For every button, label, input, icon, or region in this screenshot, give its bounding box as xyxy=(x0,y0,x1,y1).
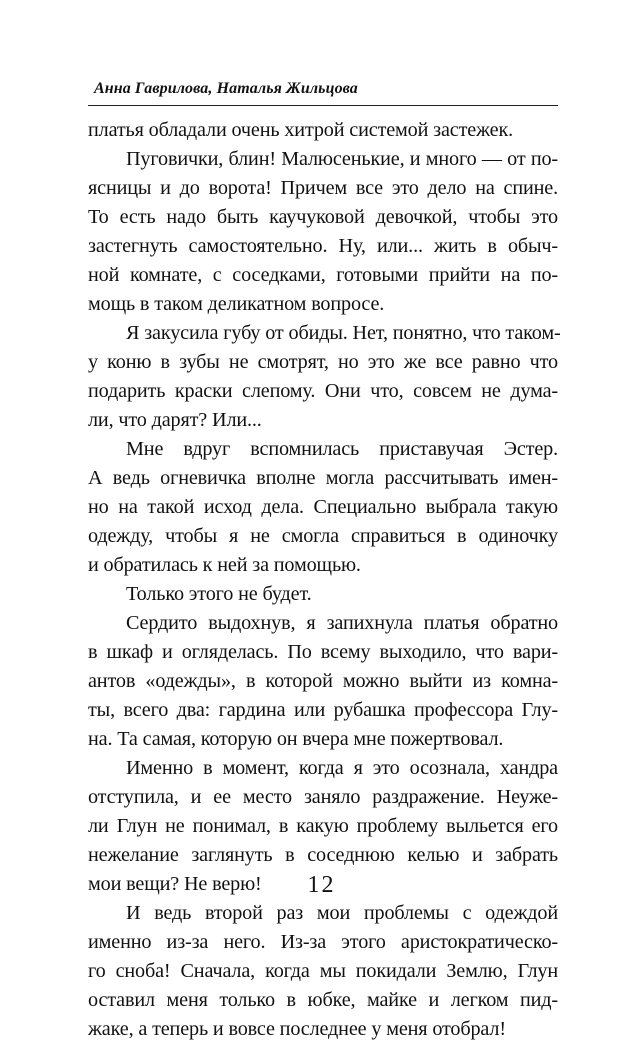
paragraph xyxy=(88,319,561,435)
text-line: ли Глун не понимал, в какую проблему выльется его xyxy=(88,815,558,837)
paragraph xyxy=(88,145,558,319)
paragraph xyxy=(88,116,558,145)
text-line: но на такой исход дела. Специально выбрала такую xyxy=(88,496,558,518)
text-line: А ведь огневичка вполне могла рассчитывать имен- xyxy=(88,467,558,489)
text-line: ли, что дарят? Или... xyxy=(88,409,262,431)
text-line: мощь в таком деликатном вопросе. xyxy=(88,293,385,315)
text-line: ной комнате, с соседками, готовыми прийти на по- xyxy=(88,264,558,286)
running-header xyxy=(88,77,558,106)
paragraph xyxy=(88,609,558,754)
text-line: подарить краски слепому. Они что, совсем не дума- xyxy=(88,380,558,402)
text-line: мои вещи? Не верю! xyxy=(88,873,262,895)
text-line: И ведь второй раз мои проблемы с одеждой xyxy=(126,902,558,924)
text-line: в шкаф и огляделась. По всему выходило, что вари- xyxy=(88,641,558,663)
text-line: именно из-за него. Из-за этого аристократическо- xyxy=(88,931,558,953)
text-line: антов «одежды», в которой можно выйти из комна- xyxy=(88,670,558,692)
text-line: нежелание заглянуть в соседнюю келью и забрать xyxy=(88,844,558,866)
text-line: на. Та самая, которую он вчера мне пожертвовал. xyxy=(88,728,504,750)
text-line: и обратилась к ней за помощью. xyxy=(88,554,361,576)
paragraph xyxy=(88,580,558,609)
running-header-authors: Анна Гаврилова, Наталья Жильцова xyxy=(94,80,358,97)
text-line: жаке, а теперь и вовсе последнее у меня отобрал! xyxy=(88,1018,506,1040)
text-line: Именно в момент, когда я это осознала, хандра xyxy=(126,757,558,779)
text-line: отступила, и ее место заняло раздражение. Неуже- xyxy=(88,786,558,808)
page-number: 12 xyxy=(307,872,336,898)
text-line: ты, всего два: гардина или рубашка профессора Глу- xyxy=(88,699,558,721)
text-line: го сноба! Сначала, когда мы покидали Землю, Глун xyxy=(88,960,558,982)
text-line: платья обладали очень хитрой системой застежек. xyxy=(88,119,513,141)
text-line: у коню в зубы не смотрят, но это же все равно что xyxy=(88,351,558,373)
text-line: Я закусила губу от обиды. Нет, понятно, что таком- xyxy=(126,322,561,344)
text-line: Сердито выдохнув, я запихнула платья обратно xyxy=(126,612,558,634)
text-line: застегнуть самостоятельно. Ну, или... жить в обыч- xyxy=(88,235,558,257)
text-line: Мне вдруг вспомнилась приставучая Эстер. xyxy=(126,438,558,460)
body-text xyxy=(88,116,561,1044)
text-line: оставил меня только в юбке, майке и легком пид- xyxy=(88,989,558,1011)
paragraph xyxy=(88,899,558,1044)
text-line: одежду, чтобы я не смогла справиться в одиночку xyxy=(88,525,558,547)
paragraph xyxy=(88,435,558,580)
text-line: ясницы и до ворота! Причем все это дело на спине. xyxy=(88,177,558,199)
text-line: Только этого не будет. xyxy=(126,583,312,605)
text-line: То есть надо быть каучуковой девочкой, чтобы это xyxy=(88,206,558,228)
text-line: Пуговички, блин! Малюсенькие, и много — от по- xyxy=(126,148,558,170)
